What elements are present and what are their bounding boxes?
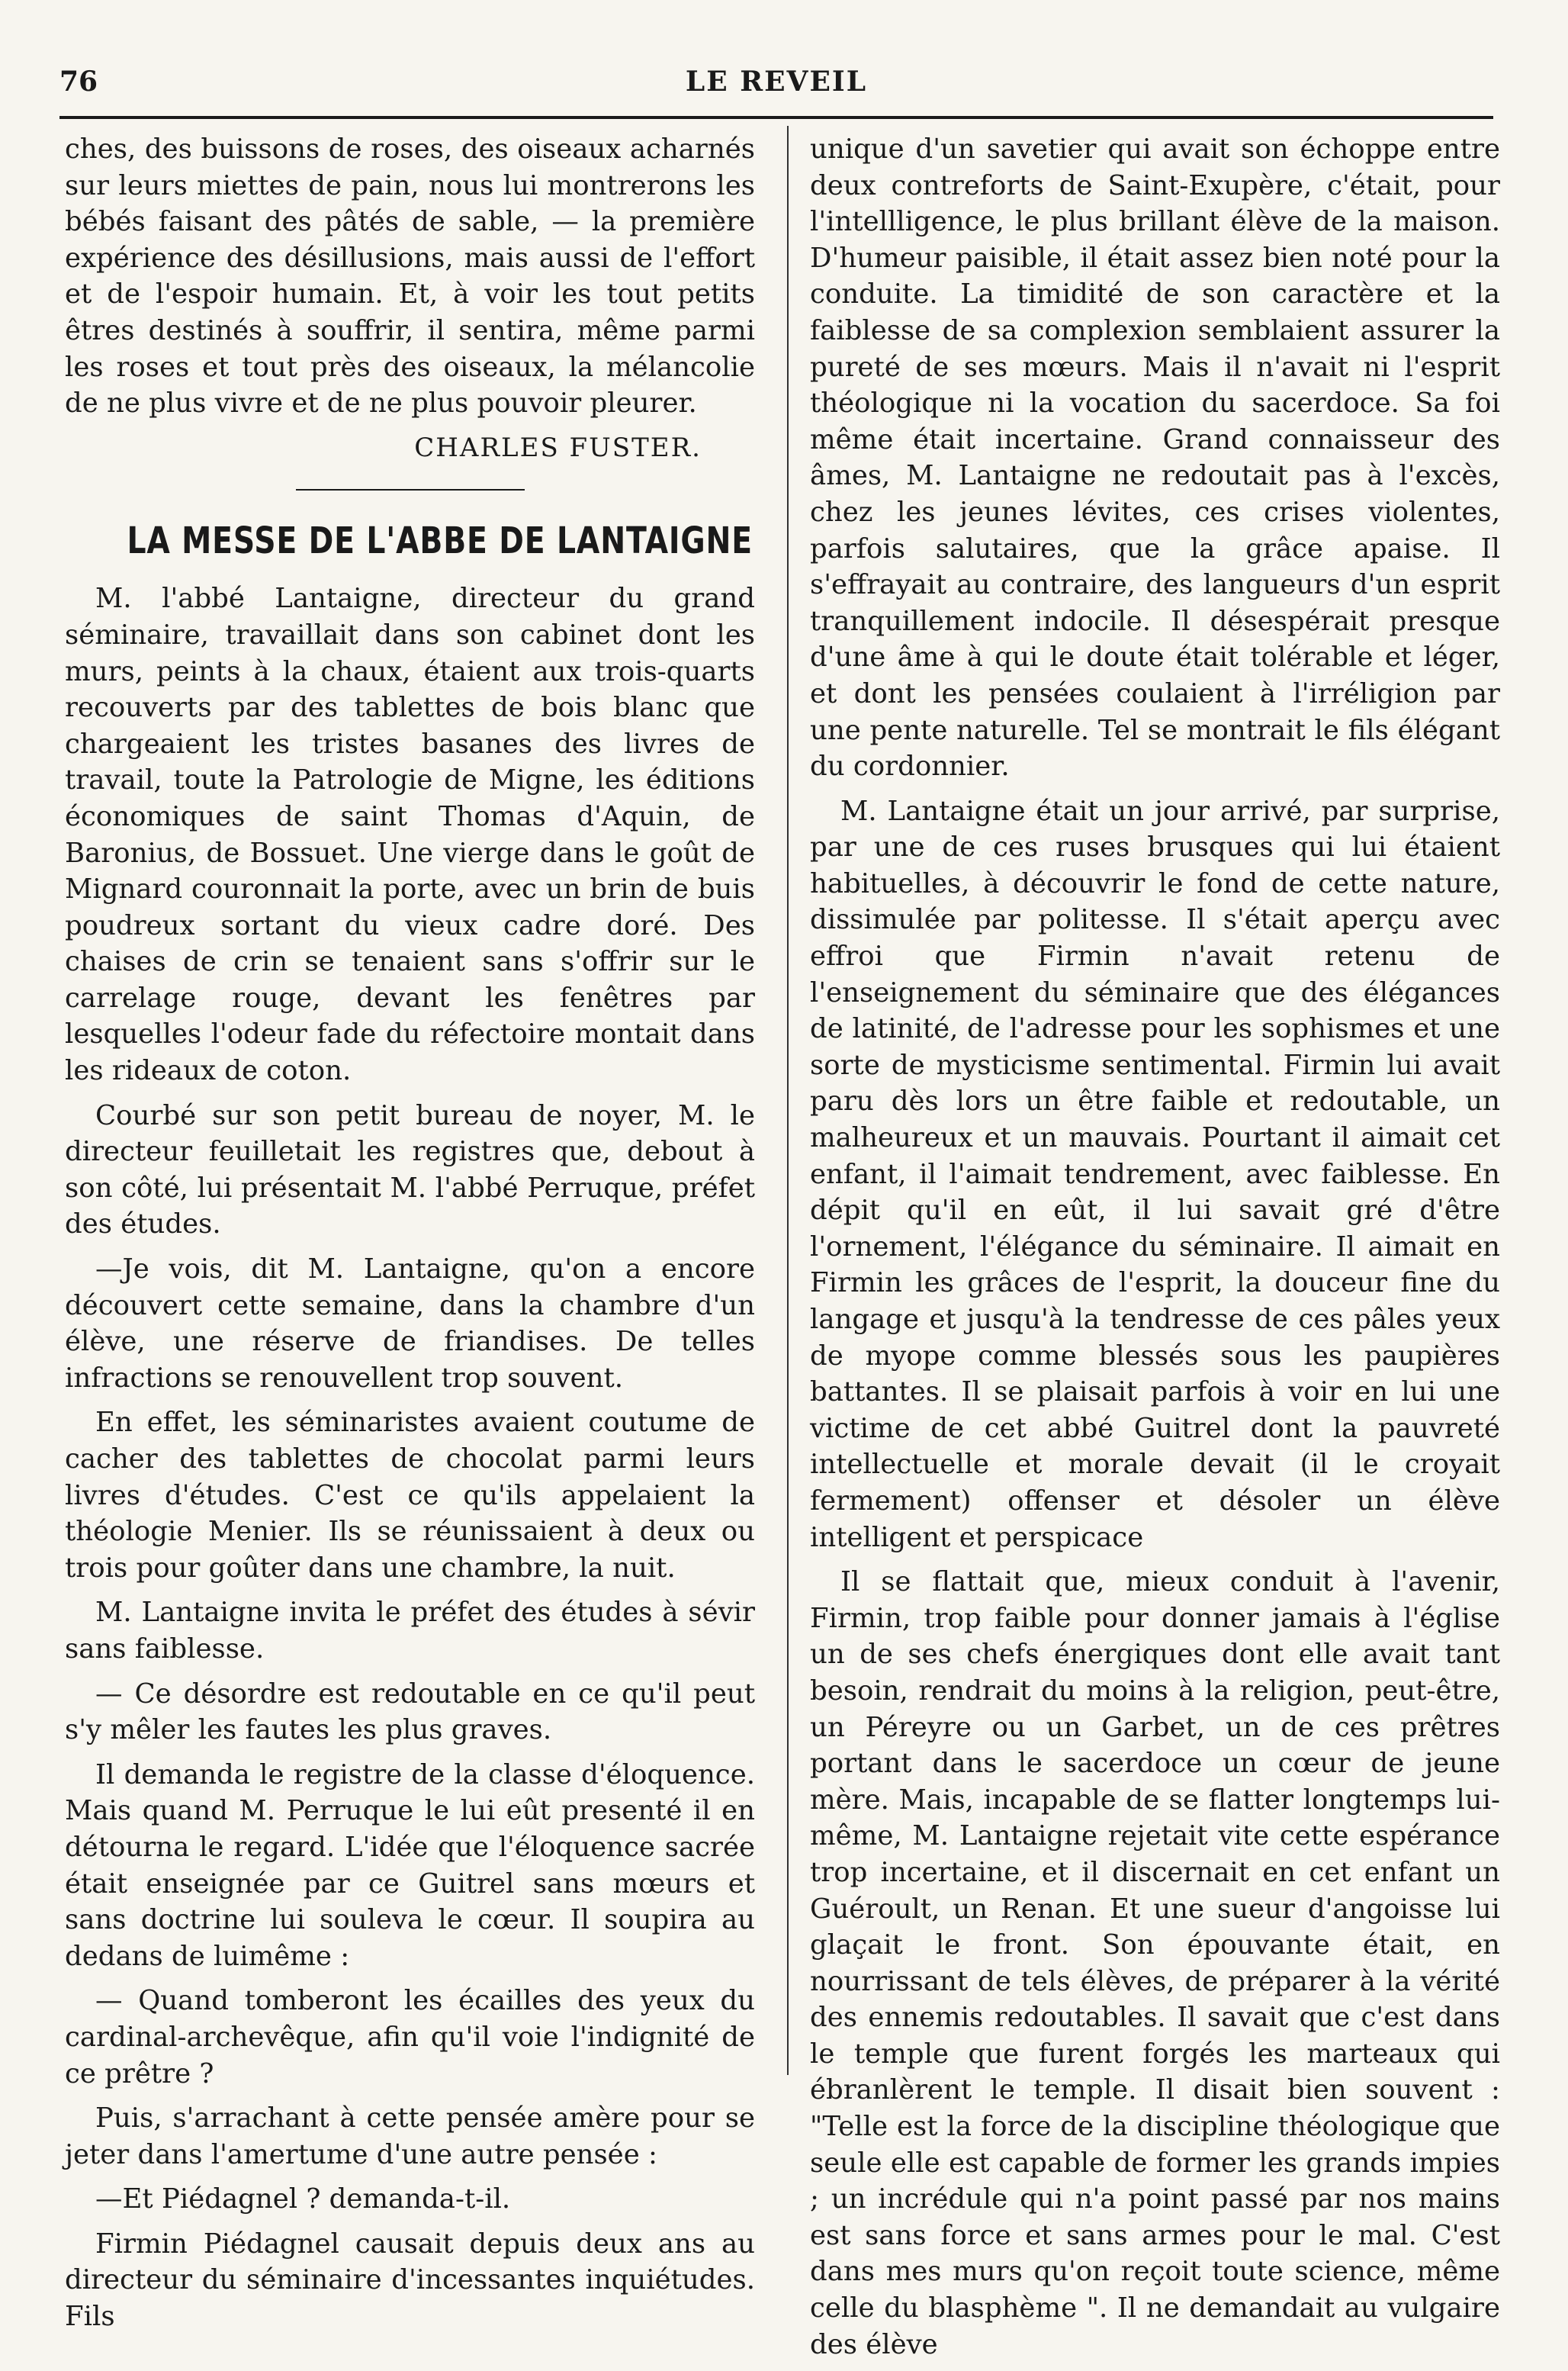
page-header: [59, 61, 1493, 107]
paragraph: Il demanda le registre de la classe d'éloquence. Mais quand M. Perruque le lui eût presenté il en détourna le regard. L'idée que l'éloquence sacrée était enseignée par ce Guitrel sans mœurs et sans doctrine lui souleva le cœur. Il soupira au dedans de luimême :: [65, 1758, 755, 1972]
running-title: LE REVEIL: [685, 66, 868, 98]
continuation-paragraph: ches, des buissons de roses, des oiseaux acharnés sur leurs miettes de pain, nous lui montrerons les bébés faisant des pâtés de sable, — la première expérience des désillusions, mais aussi de l'effort et de l'espoir humain. Et, à voir les tout petits êtres destinés à souffrir, il sentira, même parmi les roses et tout près des oiseaux, la mélancolie de ne plus vivre et de ne plus pouvoir pleurer.: [65, 134, 755, 420]
author-signature: CHARLES FUSTER.: [414, 432, 702, 463]
paragraph: Il se flattait que, mieux conduit à l'avenir, Firmin, trop faible pour donner jamais à l'église un de ses chefs énergiques dont elle avait tant besoin, rendrait du moins à la religion, peut-être, un Péreyre ou un Garbet, un de ces prêtres portant dans le sacerdoce un cœur de jeune mère. Mais, incapable de se flatter longtemps lui-même, M. Lantaigne rejetait vite cette espérance trop incertaine, et il discernait en cet enfant un Guéroult, un Renan. Et une sueur d'angoisse lui glaçait le front. Son épouvante était, en nourrissant de tels élèves, de préparer à la vérité des ennemis redoutables. Il savait que c'est dans le temple que furent forgés les marteaux qui ébranlèrent le temple. Il disait bien souvent : "Telle est la force de la discipline théologique que seule elle est capable de former les grands impies ; un incrédule qui n'a point passé par nos mains est sans force et sans armes pour le mal. C'est dans mes murs qu'on reçoit toute science, même celle du blasphème ". Il ne demandait au vulgaire des élève: [810, 1566, 1500, 2360]
column-divider: [787, 126, 789, 2075]
paragraph: M. Lantaigne invita le préfet des études à sévir sans faiblesse.: [65, 1597, 755, 1665]
section-divider: [296, 489, 525, 491]
paragraph: — Ce désordre est redoutable en ce qu'il peut s'y mêler les fautes les plus graves.: [65, 1678, 755, 1746]
paragraph: —Je vois, dit M. Lantaigne, qu'on a encore découvert cette semaine, dans la chambre d'un élève, une réserve de friandises. De telles infractions se renouvellent trop souvent.: [65, 1253, 755, 1394]
paragraph: En effet, les séminaristes avaient coutume de cacher des tablettes de chocolat parmi leurs livres d'études. C'est ce qu'ils appelaient la théologie Menier. Ils se réunissaient à deux ou trois pour goûter dans une chambre, la nuit.: [65, 1407, 755, 1584]
paragraph: Firmin Piédagnel causait depuis deux ans au directeur du séminaire d'incessantes inquiétudes. Fils: [65, 2228, 755, 2333]
paragraph: Courbé sur son petit bureau de noyer, M. le directeur feuilletait les registres que, debout à son côté, lui présentait M. l'abbé Perruque, préfet des études.: [65, 1099, 755, 1240]
article-title: LA MESSE DE L'ABBE DE LANTAIGNE: [127, 520, 753, 563]
left-column: [65, 131, 755, 2344]
page-number: 76: [59, 66, 98, 98]
paragraph: Puis, s'arrachant à cette pensée amère pour se jeter dans l'amertume d'une autre pensée :: [65, 2102, 755, 2170]
right-column: [810, 131, 1500, 2371]
paragraph: unique d'un savetier qui avait son échoppe entre deux contreforts de Saint-Exupère, c'était, pour l'intellligence, le plus brillant élève de la maison. D'humeur paisible, il était assez bien noté pour la conduite. La timidité de son caractère et la faiblesse de sa complexion semblaient assurer la pureté de ses mœurs. Mais il n'avait ni l'esprit théologique ni la vocation du sacerdoce. Sa foi même était incertaine. Grand connaisseur des âmes, M. Lantaigne ne redoutait pas à l'excès, chez les jeunes lévites, ces crises violentes, parfois salutaires, que la grâce apaise. Il s'effrayait au contraire, des langueurs d'un esprit tranquillement indocile. Il désespérait presque d'une âme à qui le doute était tolérable et léger, et dont les pensées coulaient à l'irréligion par une pente naturelle. Tel se montrait le fils élégant du cordonnier.: [810, 134, 1500, 783]
paragraph: M. l'abbé Lantaigne, directeur du grand séminaire, travaillait dans son cabinet dont les murs, peints à la chaux, étaient aux trois-quarts recouverts par des tablettes de bois blanc que chargeaient les tristes basanes des livres de travail, toute la Patrologie de Migne, les éditions économiques de saint Thomas d'Aquin, de Baronius, de Bossuet. Une vierge dans le goût de Mignard couronnait la porte, avec un brin de buis poudreux sortant du vieux cadre doré. Des chaises de crin se tenaient sans s'offrir sur le carrelage rouge, devant les fenêtres par lesquelles l'odeur fade du réfectoire montait dans les rideaux de coton.: [65, 583, 755, 1087]
paragraph: —Et Piédagnel ? demanda-t-il.: [95, 2183, 511, 2215]
paragraph: M. Lantaigne était un jour arrivé, par surprise, par une de ces ruses brusques qui lui étaient habituelles, à découvrir le fond de cette nature, dissimulée par politesse. Il s'était aperçu avec effroi que Firmin n'avait retenu de l'enseignement du séminaire que des élégances de latinité, de l'adresse pour les sophismes et une sorte de mysticisme sentimental. Firmin lui avait paru dès lors un être faible et redoutable, un malheureux et un mauvais. Pourtant il aimait cet enfant, il l'aimait tendrement, avec faiblesse. En dépit qu'il en eût, il lui savait gré d'être l'ornement, l'élégance du séminaire. Il aimait en Firmin les grâces de l'esprit, la douceur fine du langage et jusqu'à la tendresse de ces pâles yeux de myope comme blessés sous les paupières battantes. Il se plaisait parfois à voir en lui une victime de cet abbé Guitrel dont la pauvreté intellectuelle et morale devait (il le croyait fermement) offenser et désoler un élève intelligent et perspicace: [810, 795, 1500, 1553]
paragraph: — Quand tomberont les écailles des yeux du cardinal-archevêque, afin qu'il voie l'indignité de ce prêtre ?: [65, 1985, 755, 2090]
header-rule: [59, 116, 1493, 119]
